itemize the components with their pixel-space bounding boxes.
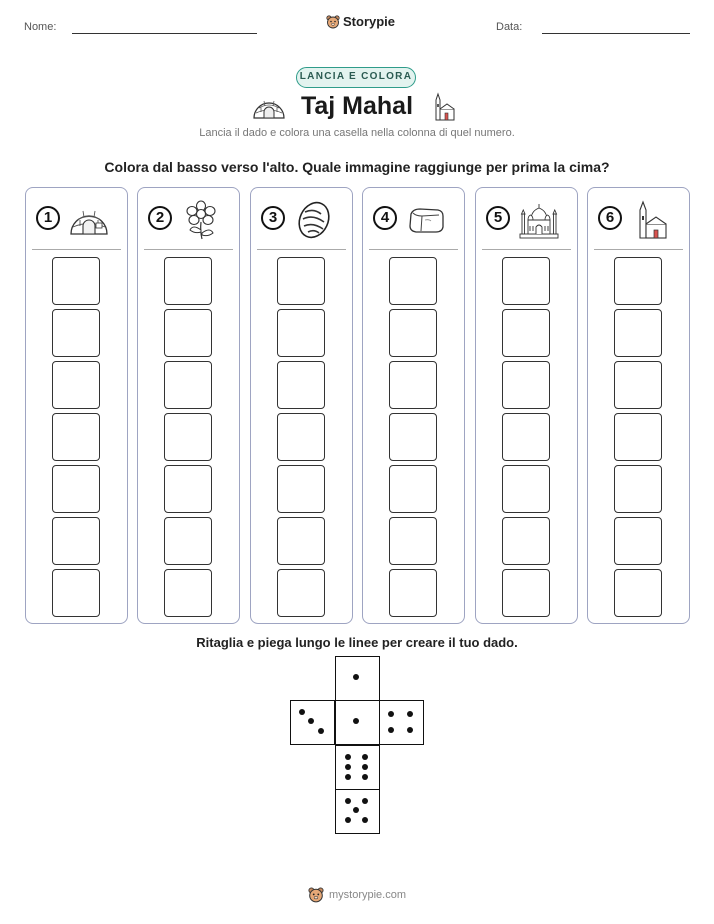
color-cell[interactable] bbox=[277, 465, 325, 513]
pip bbox=[308, 718, 314, 724]
color-cell[interactable] bbox=[164, 569, 212, 617]
dice-face-1 bbox=[335, 656, 380, 701]
column-divider bbox=[594, 249, 683, 250]
dice-face-5 bbox=[335, 789, 380, 834]
color-cell[interactable] bbox=[164, 517, 212, 565]
pip bbox=[318, 728, 324, 734]
dice-net bbox=[290, 656, 424, 834]
color-cell[interactable] bbox=[52, 465, 100, 513]
column-number: 4 bbox=[373, 206, 397, 230]
pip bbox=[388, 711, 394, 717]
color-cell[interactable] bbox=[614, 361, 662, 409]
column-divider bbox=[144, 249, 233, 250]
color-cell[interactable] bbox=[389, 257, 437, 305]
flower-icon bbox=[180, 200, 222, 240]
rock-icon bbox=[293, 200, 335, 240]
name-label: Nome: bbox=[24, 21, 57, 33]
ice-cube-icon bbox=[405, 200, 447, 240]
instruction-text: Colora dal basso verso l'alto. Quale immagine raggiunge per prima la cima? bbox=[104, 159, 610, 175]
color-cell[interactable] bbox=[52, 517, 100, 565]
pip bbox=[362, 774, 368, 780]
bear-icon bbox=[326, 15, 340, 29]
color-cell[interactable] bbox=[389, 465, 437, 513]
color-cell[interactable] bbox=[614, 413, 662, 461]
color-cell[interactable] bbox=[277, 361, 325, 409]
church-icon bbox=[630, 200, 672, 240]
pip bbox=[362, 764, 368, 770]
pip bbox=[407, 711, 413, 717]
column-4 bbox=[362, 187, 465, 624]
pip bbox=[407, 727, 413, 733]
brand-name: Storypie bbox=[343, 14, 396, 29]
dice-face-4 bbox=[379, 700, 424, 745]
page-title: Taj Mahal bbox=[300, 92, 414, 120]
color-cell[interactable] bbox=[277, 517, 325, 565]
column-5 bbox=[475, 187, 578, 624]
church-icon bbox=[431, 92, 457, 122]
date-label: Data: bbox=[496, 21, 523, 33]
footer bbox=[0, 887, 714, 903]
color-cell[interactable] bbox=[164, 465, 212, 513]
color-cell[interactable] bbox=[614, 309, 662, 357]
color-cell[interactable] bbox=[277, 569, 325, 617]
pip bbox=[299, 709, 305, 715]
column-divider bbox=[257, 249, 346, 250]
brand-logo bbox=[326, 14, 395, 29]
color-cell[interactable] bbox=[52, 257, 100, 305]
bear-icon bbox=[308, 887, 324, 903]
color-cell[interactable] bbox=[52, 309, 100, 357]
color-cell[interactable] bbox=[502, 569, 550, 617]
color-cell[interactable] bbox=[52, 413, 100, 461]
dice-instruction: Ritaglia e piega lungo le linee per creare il tuo dado. bbox=[196, 635, 518, 650]
color-cell[interactable] bbox=[389, 569, 437, 617]
column-divider bbox=[482, 249, 571, 250]
pip bbox=[345, 774, 351, 780]
pip bbox=[353, 718, 359, 724]
color-cell[interactable] bbox=[614, 517, 662, 565]
color-cell[interactable] bbox=[389, 361, 437, 409]
pip bbox=[353, 807, 359, 813]
pip bbox=[345, 798, 351, 804]
pip bbox=[353, 674, 359, 680]
color-cell[interactable] bbox=[389, 517, 437, 565]
column-number: 1 bbox=[36, 206, 60, 230]
footer-url[interactable]: mystorypie.com bbox=[328, 889, 407, 901]
color-cell[interactable] bbox=[502, 361, 550, 409]
color-cell[interactable] bbox=[277, 257, 325, 305]
column-2 bbox=[137, 187, 240, 624]
color-cell[interactable] bbox=[52, 569, 100, 617]
color-cell[interactable] bbox=[389, 413, 437, 461]
taj-mahal-icon bbox=[518, 200, 560, 240]
color-cell[interactable] bbox=[164, 309, 212, 357]
color-cell[interactable] bbox=[164, 361, 212, 409]
color-cell[interactable] bbox=[614, 465, 662, 513]
column-divider bbox=[369, 249, 458, 250]
column-number: 3 bbox=[261, 206, 285, 230]
igloo-icon bbox=[68, 200, 110, 240]
dice-face-3 bbox=[290, 700, 335, 745]
activity-tag: LANCIA E COLORA bbox=[296, 67, 416, 88]
pip bbox=[362, 798, 368, 804]
pip bbox=[345, 764, 351, 770]
color-cell[interactable] bbox=[502, 309, 550, 357]
color-cell[interactable] bbox=[389, 309, 437, 357]
name-line[interactable] bbox=[72, 33, 257, 34]
column-1 bbox=[25, 187, 128, 624]
pip bbox=[345, 817, 351, 823]
color-cell[interactable] bbox=[164, 257, 212, 305]
pip bbox=[388, 727, 394, 733]
column-number: 2 bbox=[148, 206, 172, 230]
color-cell[interactable] bbox=[502, 465, 550, 513]
date-line[interactable] bbox=[542, 33, 690, 34]
color-cell[interactable] bbox=[614, 569, 662, 617]
color-cell[interactable] bbox=[502, 517, 550, 565]
column-number: 5 bbox=[486, 206, 510, 230]
color-cell[interactable] bbox=[614, 257, 662, 305]
pip bbox=[345, 754, 351, 760]
dice-face-6 bbox=[335, 745, 380, 790]
pip bbox=[362, 817, 368, 823]
pip bbox=[362, 754, 368, 760]
color-cell[interactable] bbox=[502, 257, 550, 305]
column-number: 6 bbox=[598, 206, 622, 230]
color-cell[interactable] bbox=[502, 413, 550, 461]
color-cell[interactable] bbox=[277, 309, 325, 357]
color-cell[interactable] bbox=[52, 361, 100, 409]
column-divider bbox=[32, 249, 121, 250]
page-subtitle: Lancia il dado e colora una casella nella colonna di quel numero. bbox=[199, 127, 515, 139]
color-cell[interactable] bbox=[277, 413, 325, 461]
color-cell[interactable] bbox=[164, 413, 212, 461]
dice-face-1 bbox=[335, 700, 380, 745]
column-3 bbox=[250, 187, 353, 624]
column-6 bbox=[587, 187, 690, 624]
